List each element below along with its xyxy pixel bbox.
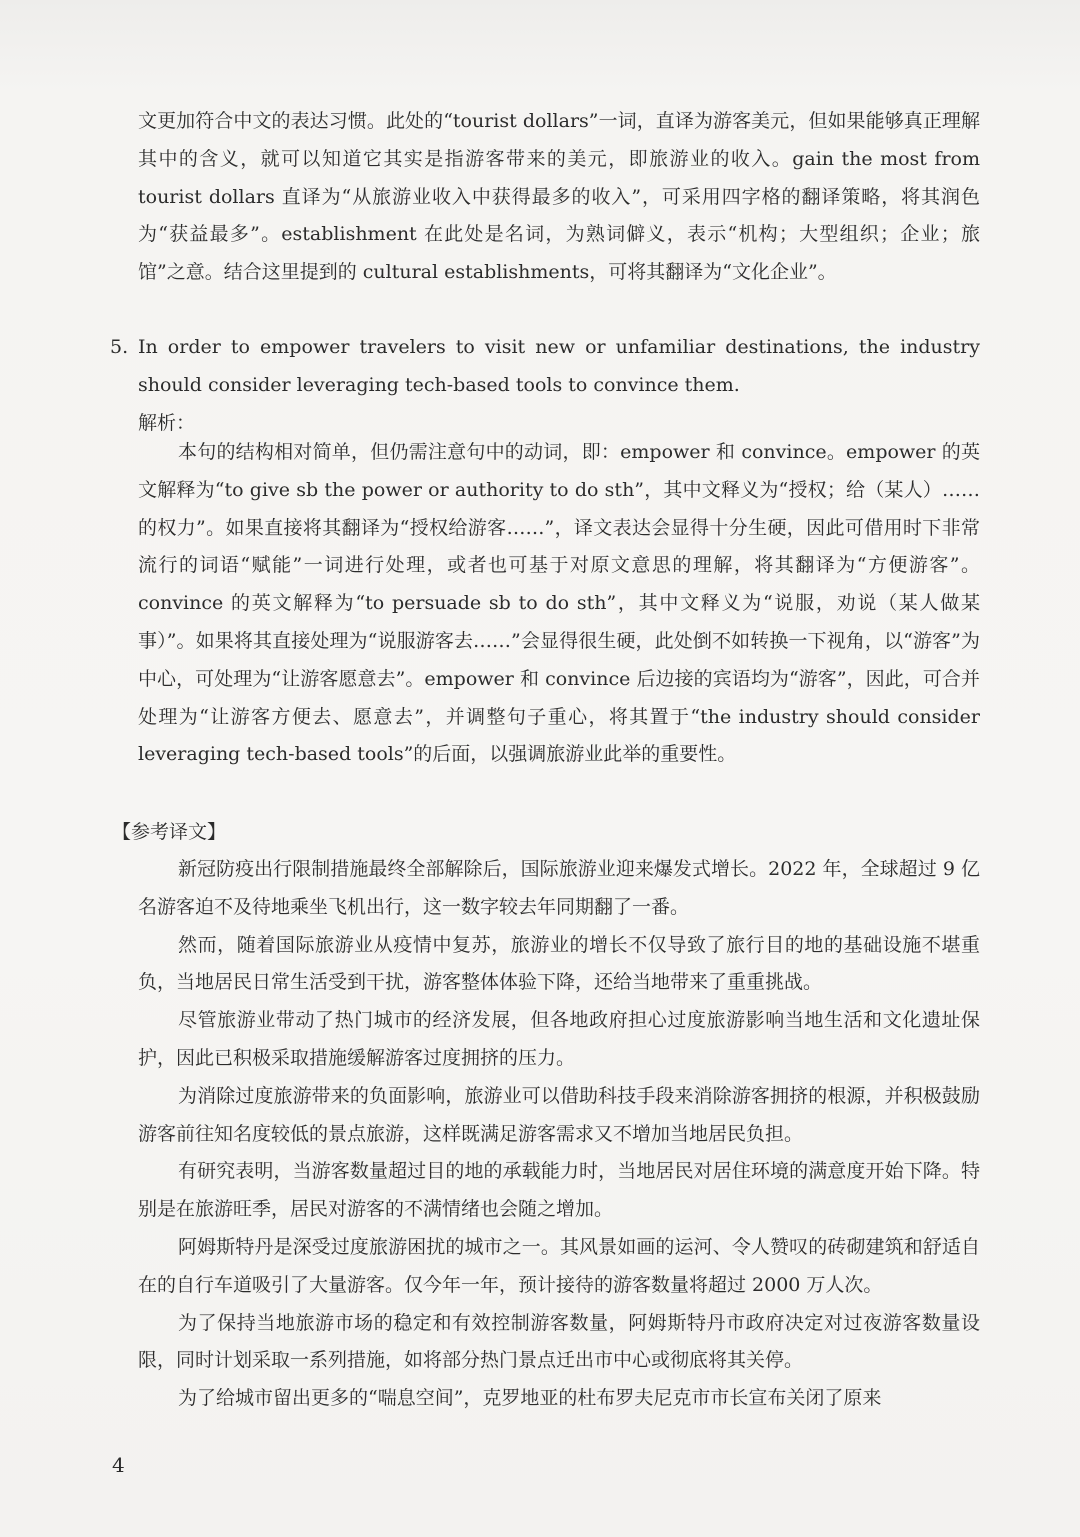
intro-text: 文更加符合中文的表达习惯。此处的“tourist dollars”一词，直译为游客美元，但如果能够真正理解其中的含义，就可以知道它其实是指游客带来的美元，即旅游业的收入。gain the most from tourist dollars 直译为“从旅游业收入中获得最多的收入”，可采用四字格的翻译策略，将其润色为“获益最多”。establishment 在此处是名词，为熟词僻义，表示“机构；大型组织；企业；旅馆”之意。结合这里提到的 cultural establishments，可将其翻译为“文化企业”。	[138, 110, 980, 284]
reference-paragraph: 有研究表明，当游客数量超过目的地的承载能力时，当地居民对居住环境的满意度开始下降。特别是在旅游旺季，居民对游客的不满情绪也会随之增加。	[138, 1160, 980, 1221]
analysis-label: 解析：	[138, 412, 196, 434]
analysis-paragraph	[138, 434, 980, 774]
reference-paragraph: 新冠防疫出行限制措施最终全部解除后，国际旅游业迎来爆发式增长。2022 年，全球超过 9 亿名游客迫不及待地乘坐飞机出行，这一数字较去年同期翻了一番。	[138, 858, 980, 918]
reference-paragraph: 然而，随着国际旅游业从疫情中复苏，旅游业的增长不仅导致了旅行目的地的基础设施不堪重负，当地居民日常生活受到干扰，游客整体体验下降，还给当地带来了重重挑战。	[138, 933, 980, 994]
reference-translation-heading: 【参考译文】	[112, 821, 227, 843]
exercise-item-5	[110, 329, 980, 405]
reference-paragraph: 阿姆斯特丹是深受过度旅游困扰的城市之一。其风景如画的运河、令人赞叹的砖砌建筑和舒适自在的自行车道吸引了大量游客。仅今年一年，预计接待的游客数量将超过 2000 万人次。	[138, 1235, 980, 1296]
analysis-text: 本句的结构相对简单，但仍需注意句中的动词，即：empower 和 convince。empower 的英文解释为“to give sb the power or authority to do sth”，其中文释义为“授权；给（某人）……的权力”。如果直接将其翻译为“授权给游客……”，译文表达会显得十分生硬，因此可借用时下非常流行的词语“赋能”一词进行处理，或者也可基于对原文意思的理解，将其翻译为“方便游客”。convince 的英文解释为“to persuade sb to do sth”，其中文释义为“说服，劝说（某人做某事）”。如果将其直接处理为“说服游客去……”会显得很生硬，此处倒不如转换一下视角，以“游客”为中心，可处理为“让游客愿意去”。empower 和 convince 后边接的宾语均为“游客”，因此，可合并处理为“让游客方便去、愿意去”，并调整句子重心，将其置于“the industry should consider leveraging tech-based tools”的后面，以强调旅游业此举的重要性。	[138, 441, 980, 766]
reference-paragraph: 为消除过度旅游带来的负面影响，旅游业可以借助科技手段来消除游客拥挤的根源，并积极鼓励游客前往知名度较低的景点旅游，这样既满足游客需求又不增加当地居民负担。	[138, 1084, 980, 1145]
reference-translation	[138, 851, 980, 1418]
page-number: 4	[112, 1453, 125, 1477]
source-sentence: In order to empower travelers to visit new or unfamiliar destinations, the industry should consider leveraging tech-based tools to convince them.	[138, 336, 980, 396]
reference-paragraph: 为了保持当地旅游市场的稳定和有效控制游客数量，阿姆斯特丹市政府决定对过夜游客数量设限，同时计划采取一系列措施，如将部分热门景点迁出市中心或彻底将其关停。	[138, 1311, 980, 1372]
reference-paragraph: 尽管旅游业带动了热门城市的经济发展，但各地政府担心过度旅游影响当地生活和文化遗址保护，因此已积极采取措施缓解游客过度拥挤的压力。	[138, 1009, 980, 1069]
reference-paragraph: 为了给城市留出更多的“喘息空间”，克罗地亚的杜布罗夫尼克市市长宣布关闭了原来	[178, 1387, 882, 1410]
intro-paragraph	[138, 103, 980, 292]
item-number: 5.	[110, 336, 129, 358]
